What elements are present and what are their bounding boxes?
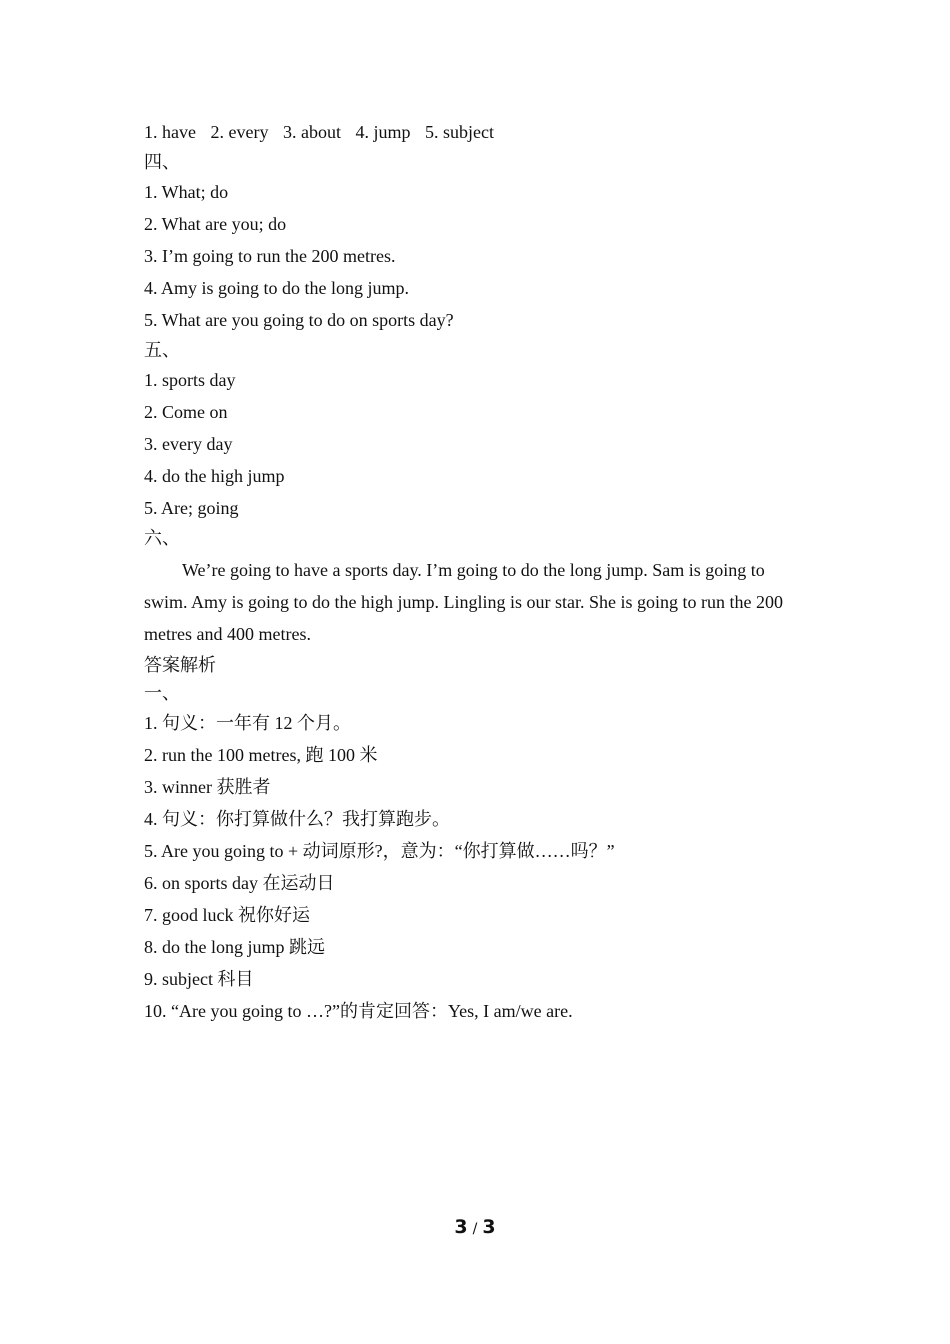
analysis-item: 4. 句义：你打算做什么？我打算跑步。 [144, 809, 450, 829]
page-number [0, 1214, 950, 1242]
section6-heading: 六、 [144, 528, 180, 548]
current-page: 3 [454, 1216, 468, 1238]
section4-heading: 四、 [144, 152, 180, 172]
page-separator: / [472, 1221, 478, 1237]
section6-paragraph: We’re going to have a sports day. I’m going to do the long jump. Sam is going to swim. Amy is going to do the high jump. Lingling is our star. She is going to run the 200 metres and 400 metres. [144, 560, 783, 644]
section4-item: 2. What are you; do [144, 214, 287, 234]
analysis-item: 2. run the 100 metres, 跑 100 米 [144, 745, 378, 765]
section3-answers-row [144, 116, 812, 148]
analysis-item: 7. good luck 祝你好运 [144, 905, 310, 925]
section4-item: 3. I’m going to run the 200 metres. [144, 246, 396, 266]
analysis-section1-heading: 一、 [144, 683, 180, 703]
section5-heading: 五、 [144, 340, 180, 360]
analysis-item: 9. subject 科目 [144, 969, 254, 989]
section4-item: 4. Amy is going to do the long jump. [144, 278, 410, 298]
analysis-title: 答案解析 [144, 655, 216, 675]
total-pages: 3 [482, 1216, 496, 1238]
section5-item: 4. do the high jump [144, 466, 285, 486]
analysis-item: 3. winner 获胜者 [144, 777, 271, 797]
answer-2: 2. every [210, 122, 269, 142]
section4-item: 5. What are you going to do on sports day? [144, 310, 454, 330]
analysis-item: 8. do the long jump 跳远 [144, 937, 325, 957]
section5-item: 1. sports day [144, 370, 236, 390]
answer-5: 5. subject [424, 122, 494, 142]
answer-1: 1. have [144, 122, 196, 142]
analysis-item: 6. on sports day 在运动日 [144, 873, 335, 893]
section5-item: 3. every day [144, 434, 233, 454]
analysis-item: 5. Are you going to + 动词原形?，意为：“你打算做……吗？” [144, 841, 615, 861]
section5-item: 5. Are; going [144, 498, 239, 518]
analysis-item: 10. “Are you going to …?”的肯定回答：Yes, I am/we are. [144, 1001, 573, 1021]
section4-item: 1. What; do [144, 182, 229, 202]
answer-3: 3. about [282, 122, 341, 142]
document-body [144, 116, 812, 1027]
answer-4: 4. jump [355, 122, 411, 142]
section5-item: 2. Come on [144, 402, 228, 422]
analysis-item: 1. 句义：一年有 12 个月。 [144, 713, 351, 733]
